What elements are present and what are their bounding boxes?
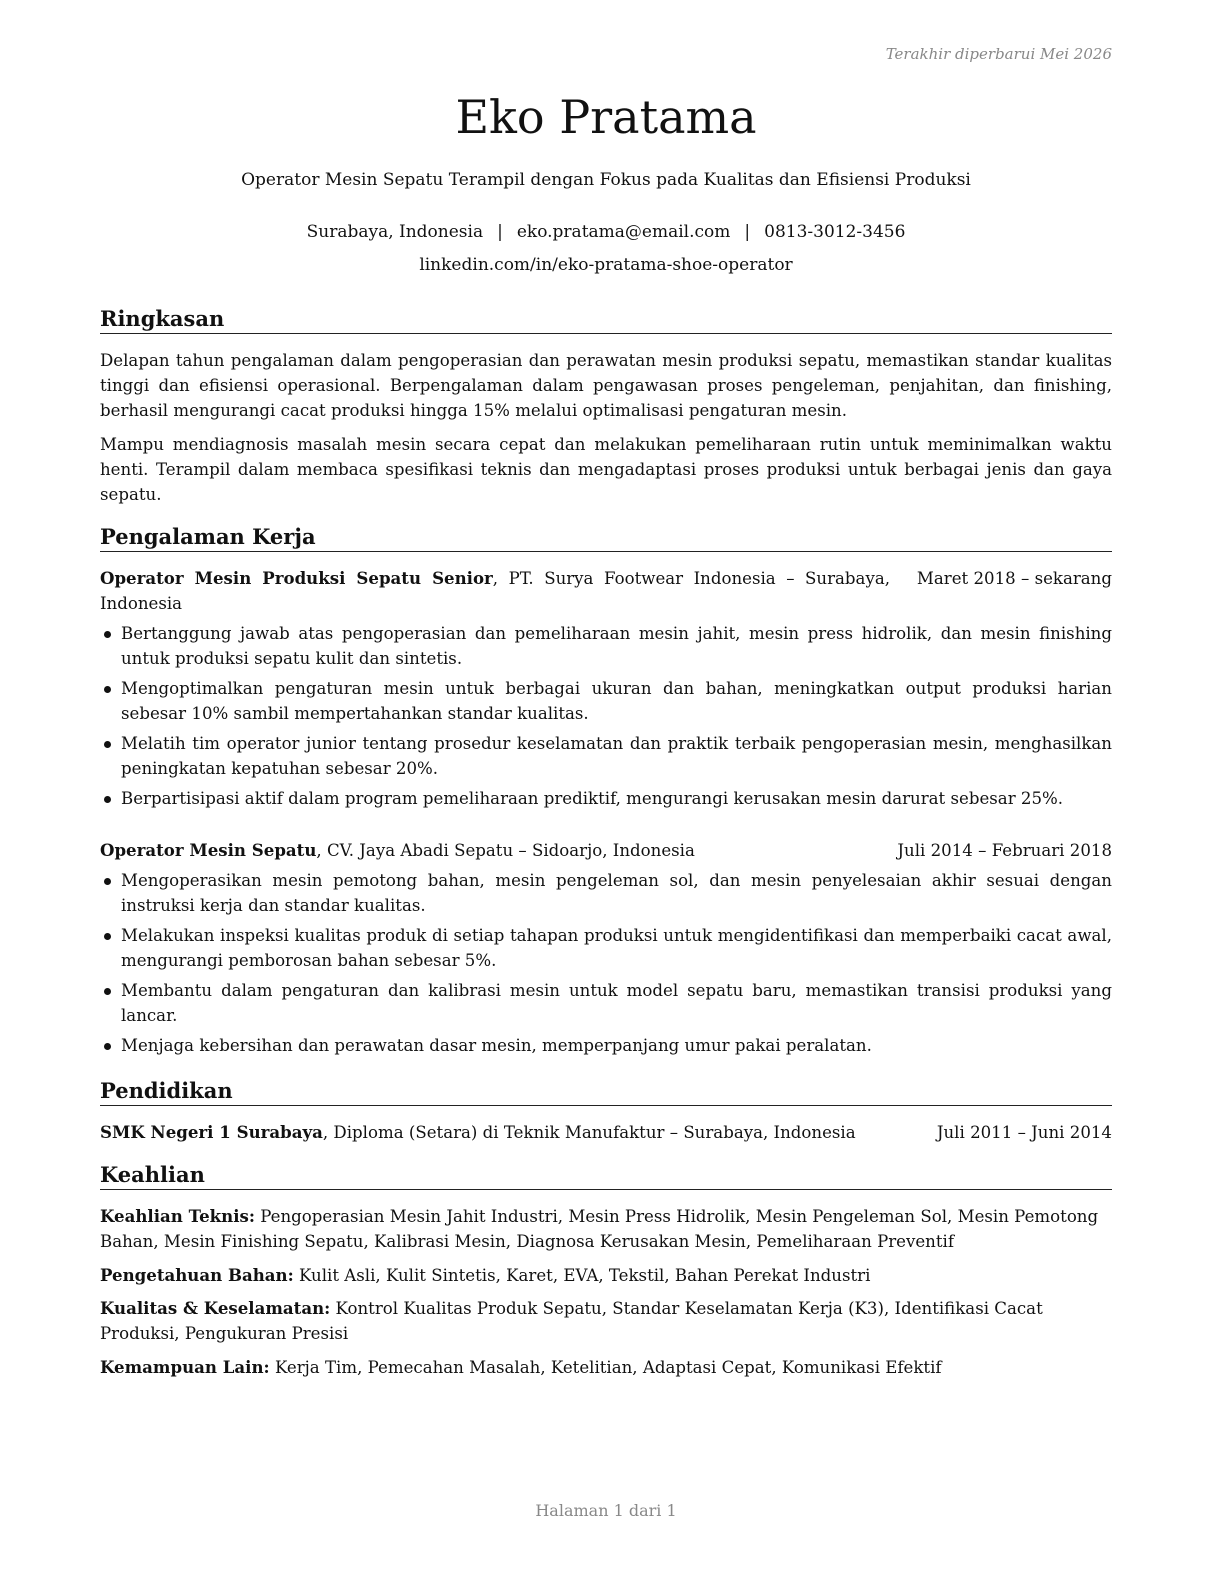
list-item: Berpartisipasi aktif dalam program pemeliharaan prediktif, mengurangi kerusakan mesin darurat sebesar 25%. — [100, 786, 1112, 811]
education-dates: Juli 2011 – Juni 2014 — [936, 1123, 1112, 1142]
section-title-skills: Keahlian — [100, 1161, 1112, 1190]
job-company: , PT. Surya Footwear Indonesia – Surabaya, Indonesia — [100, 569, 890, 613]
job-company: , CV. Jaya Abadi Sepatu – Sidoarjo, Indonesia — [316, 841, 695, 860]
job-dates: Juli 2014 – Februari 2018 — [897, 841, 1112, 860]
tagline: Operator Mesin Sepatu Terampil dengan Fokus pada Kualitas dan Efisiensi Produksi — [241, 170, 971, 190]
linkedin-link[interactable]: linkedin.com/in/eko-pratama-shoe-operator — [419, 255, 793, 275]
skill-line — [100, 1296, 1112, 1346]
education-entry — [100, 1120, 1112, 1145]
skill-text: Kontrol Kualitas Produk Sepatu, Standar Keselamatan Kerja (K3), Identifikasi Cacat Produksi, Pengukuran Presisi — [100, 1299, 1043, 1343]
page-number: Halaman 1 dari 1 — [535, 1501, 677, 1520]
email-link[interactable]: eko.pratama@email.com — [516, 222, 731, 242]
skill-label: Pengetahuan Bahan: — [100, 1265, 294, 1285]
skill-text: Kerja Tim, Pemecahan Masalah, Ketelitian, Adaptasi Cepat, Komunikasi Efektif — [269, 1358, 942, 1377]
summary-paragraph: Mampu mendiagnosis masalah mesin secara cepat dan melakukan pemeliharaan rutin untuk meminimalkan waktu henti. Terampil dalam membaca spesifikasi teknis dan mengadaptasi proses produksi untuk berbagai jenis dan gaya sepatu. — [100, 435, 1112, 504]
list-item: Melatih tim operator junior tentang prosedur keselamatan dan praktik terbaik pengoperasian mesin, menghasilkan peningkatan kepatuhan sebesar 20%. — [100, 731, 1112, 781]
skill-line — [100, 1263, 1112, 1288]
last-updated: Terakhir diperbarui Mei 2026 — [885, 45, 1112, 63]
contact-line — [100, 220, 1112, 244]
skill-label: Keahlian Teknis: — [100, 1206, 255, 1226]
list-item: Melakukan inspeksi kualitas produk di setiap tahapan produksi untuk mengidentifikasi dan memperbaiki cacat awal, mengurangi pemborosan bahan sebesar 5%. — [100, 923, 1112, 973]
separator: | — [497, 222, 503, 242]
skill-line — [100, 1204, 1112, 1254]
list-item: Mengoperasikan mesin pemotong bahan, mesin pengeleman sol, dan mesin penyelesaian akhir sesuai dengan instruksi kerja dan standar kualitas. — [100, 868, 1112, 918]
job-role: Operator Mesin Produksi Sepatu Senior — [100, 568, 493, 588]
section-title-experience: Pengalaman Kerja — [100, 523, 1112, 552]
job-bullets — [100, 868, 1112, 1063]
job-header — [100, 838, 1112, 863]
section-title-education: Pendidikan — [100, 1077, 1112, 1106]
section-title-summary: Ringkasan — [100, 305, 1112, 334]
list-item: Menjaga kebersihan dan perawatan dasar mesin, memperpanjang umur pakai peralatan. — [100, 1033, 1112, 1058]
list-item: Membantu dalam pengaturan dan kalibrasi mesin untuk model sepatu baru, memastikan transisi produksi yang lancar. — [100, 978, 1112, 1028]
phone-number: 0813-3012-3456 — [764, 222, 906, 242]
resume-page — [100, 0, 1112, 1584]
school-name: SMK Negeri 1 Surabaya — [100, 1122, 323, 1142]
job-bullets — [100, 621, 1112, 816]
skill-line — [100, 1355, 1112, 1380]
separator: | — [744, 222, 751, 242]
list-item: Bertanggung jawab atas pengoperasian dan pemeliharaan mesin jahit, mesin press hidrolik, dan mesin finishing untuk produksi sepatu kulit dan sintetis. — [100, 621, 1112, 671]
list-item: Mengoptimalkan pengaturan mesin untuk berbagai ukuran dan bahan, meningkatkan output produksi harian sebesar 10% sambil mempertahankan standar kualitas. — [100, 676, 1112, 726]
skill-text: Kulit Asli, Kulit Sintetis, Karet, EVA, Tekstil, Bahan Perekat Industri — [293, 1266, 871, 1285]
skill-text: Pengoperasian Mesin Jahit Industri, Mesin Press Hidrolik, Mesin Pengeleman Sol, Mesin Pemotong Bahan, Mesin Finishing Sepatu, Kalibrasi Mesin, Diagnosa Kerusakan Mesin, Pemeliharaan Preventif — [100, 1207, 1099, 1251]
skill-label: Kualitas & Keselamatan: — [100, 1298, 331, 1318]
skill-label: Kemampuan Lain: — [100, 1357, 270, 1377]
summary-paragraph: Delapan tahun pengalaman dalam pengoperasian dan perawatan mesin produksi sepatu, memastikan standar kualitas tinggi dan efisiensi operasional. Berpengalaman dalam pengawasan proses pengeleman, penjahitan, dan finishing, berhasil mengurangi cacat produksi hingga 15% melalui optimalisasi pengaturan mesin. — [100, 351, 1112, 420]
education-detail: , Diploma (Setara) di Teknik Manufaktur – Surabaya, Indonesia — [322, 1123, 856, 1142]
job-header — [100, 566, 1112, 616]
location: Surabaya, Indonesia — [306, 222, 484, 242]
job-dates: Maret 2018 – sekarang — [916, 569, 1112, 588]
candidate-name: Eko Pratama — [455, 90, 757, 144]
job-role: Operator Mesin Sepatu — [100, 840, 317, 860]
